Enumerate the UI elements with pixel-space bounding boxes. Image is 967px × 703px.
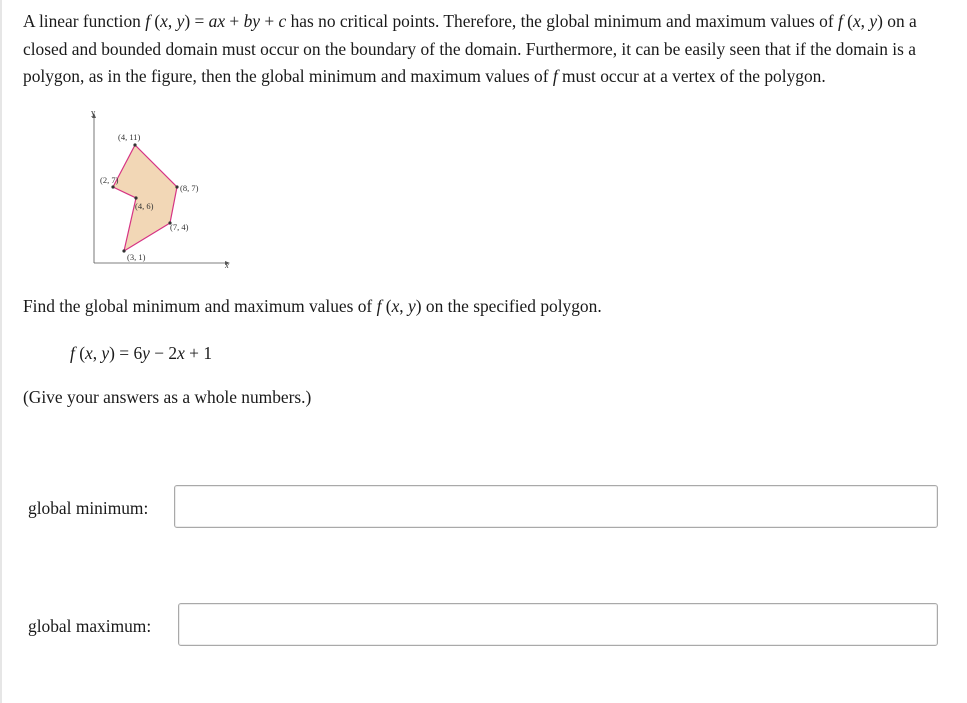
vertex-point bbox=[175, 185, 178, 188]
formula-part: , bbox=[92, 343, 102, 363]
polygon-figure bbox=[60, 105, 250, 275]
intro-text: must occur at a vertex of the polygon. bbox=[557, 66, 826, 86]
page-left-border bbox=[0, 0, 2, 703]
math-c: c bbox=[278, 11, 287, 31]
math-y: y bbox=[101, 343, 110, 363]
global-minimum-label: global minimum: bbox=[28, 498, 149, 518]
global-maximum-input[interactable] bbox=[179, 604, 937, 645]
math-ax: ax bbox=[208, 11, 226, 31]
question-part: Find the global minimum and maximum values of bbox=[23, 296, 377, 316]
polygon-region bbox=[113, 145, 177, 251]
function-formula bbox=[70, 343, 212, 364]
vertex-label: (4, 6) bbox=[135, 201, 154, 211]
polygon-plot bbox=[60, 105, 250, 275]
vertex-label: (2, 7) bbox=[100, 175, 119, 185]
intro-text: ( bbox=[842, 11, 853, 31]
intro-text: A linear function bbox=[23, 11, 146, 31]
formula-part: + 1 bbox=[184, 343, 213, 363]
math-x: x bbox=[177, 343, 185, 363]
vertex-label: (7, 4) bbox=[170, 222, 189, 232]
intro-text: has no critical points. Therefore, the global minimum and maximum values of bbox=[286, 11, 838, 31]
intro-text: ) bbox=[877, 11, 883, 31]
formula-part: − 2 bbox=[149, 343, 178, 363]
vertex-label: (3, 1) bbox=[127, 252, 146, 262]
math-by: by bbox=[243, 11, 260, 31]
math-x: x bbox=[852, 11, 861, 31]
math-x: x bbox=[84, 343, 93, 363]
vertex-label: (4, 11) bbox=[118, 132, 141, 142]
formula-part: ) = 6 bbox=[109, 343, 143, 363]
formula-part: ( bbox=[74, 343, 85, 363]
vertex-point bbox=[134, 196, 137, 199]
math-f: f bbox=[552, 66, 558, 86]
global-maximum-field-wrapper bbox=[178, 603, 938, 646]
y-axis-label: y bbox=[91, 107, 96, 117]
question-part: ) on the specified polygon. bbox=[415, 296, 602, 316]
global-minimum-input[interactable] bbox=[175, 486, 937, 527]
vertex-label: (8, 7) bbox=[180, 183, 199, 193]
math-y: y bbox=[408, 296, 416, 316]
math-x: x bbox=[160, 11, 168, 31]
math-y: y bbox=[176, 11, 185, 31]
question-part: ( bbox=[381, 296, 392, 316]
math-y: y bbox=[869, 11, 878, 31]
intro-paragraph bbox=[23, 8, 958, 91]
vertex-point bbox=[133, 143, 136, 146]
vertex-point bbox=[111, 185, 114, 188]
math-f: f bbox=[837, 11, 843, 31]
intro-text: ( bbox=[150, 11, 161, 31]
intro-text: + bbox=[260, 11, 279, 31]
vertex-point bbox=[122, 249, 125, 252]
x-axis-label: x bbox=[225, 260, 229, 270]
question-part: , bbox=[399, 296, 408, 316]
intro-text: ) = bbox=[184, 11, 209, 31]
math-f: f bbox=[145, 11, 151, 31]
answer-hint: (Give your answers as a whole numbers.) bbox=[23, 387, 312, 407]
math-f: f bbox=[70, 343, 75, 363]
intro-text: , bbox=[167, 11, 177, 31]
math-y: y bbox=[142, 343, 150, 363]
intro-text: on a closed and bounded domain must occur on the boundary of the domain. Furthermore, it can be easily seen that if the domain is a polygon, as in the figure, then the global minimum and maximum values of bbox=[23, 11, 917, 86]
math-f: f bbox=[376, 296, 382, 316]
global-maximum-label: global maximum: bbox=[28, 616, 152, 636]
intro-text: , bbox=[860, 11, 870, 31]
global-minimum-field-wrapper bbox=[174, 485, 938, 528]
math-x: x bbox=[391, 296, 400, 316]
question-text bbox=[23, 296, 602, 317]
intro-text: + bbox=[225, 11, 244, 31]
